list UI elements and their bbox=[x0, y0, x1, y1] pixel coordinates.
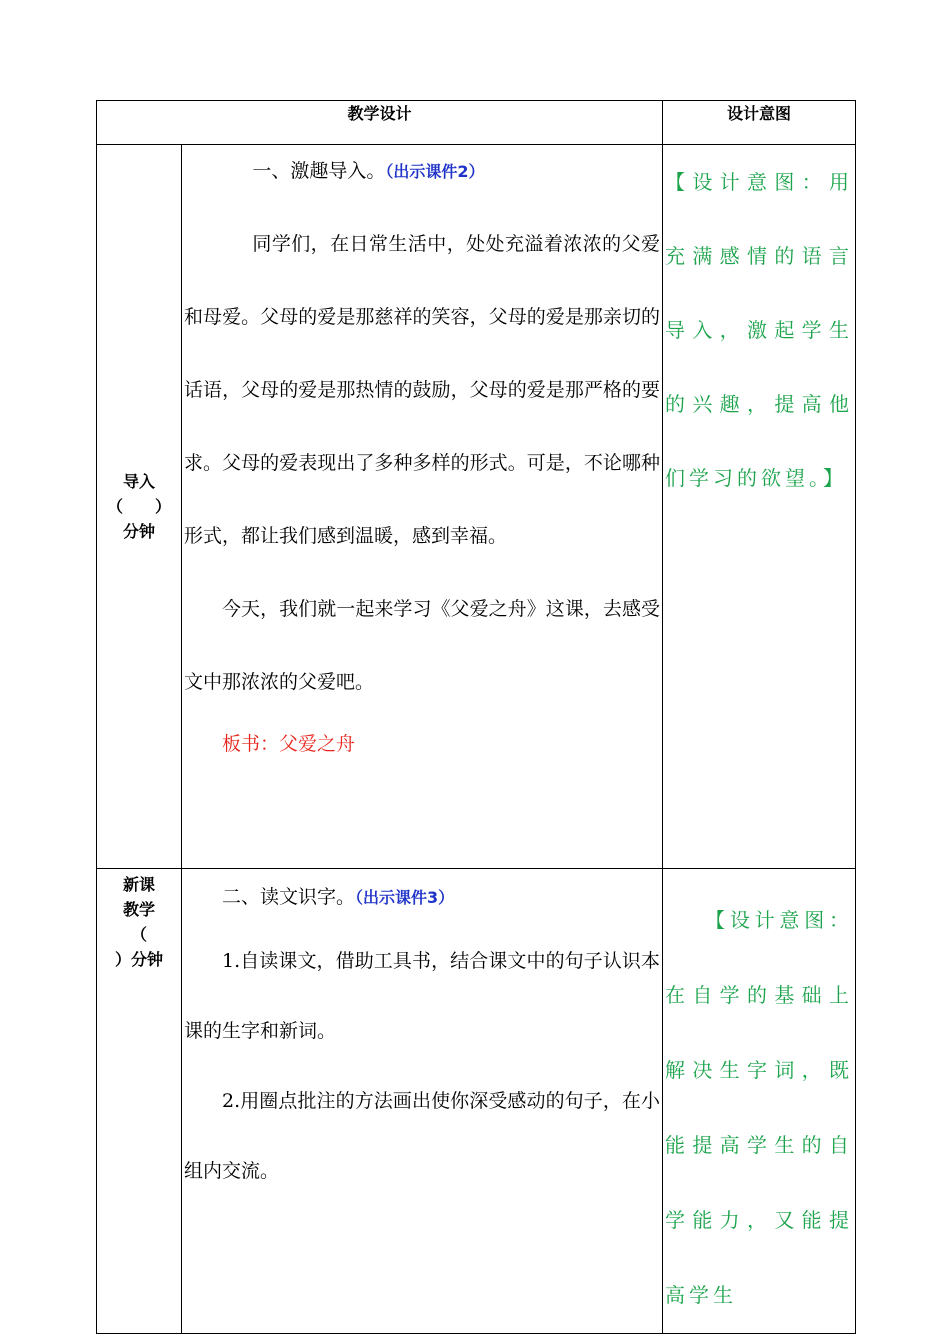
new-lesson-design-intent: 【设计意图：在自学的基础上解决生字词，既能提高学生的自学能力，又能提高学生 bbox=[663, 869, 856, 1334]
intro-paragraph-2: 今天，我们就一起来学习《父爱之舟》这课，去感受文中那浓浓的父爱吧。 bbox=[184, 598, 661, 693]
new-lesson-item-2: 2.用圈点批注的方法画出使你深受感动的句子，在小组内交流。 bbox=[184, 1090, 661, 1182]
intro-design-intent: 【设计意图：用充满感情的语言导入，激起学生的兴趣，提高他们学习的欲望。】 bbox=[663, 145, 856, 869]
stage-new-lesson-label-1: 新课 bbox=[122, 875, 155, 894]
new-lesson-content bbox=[182, 869, 663, 1334]
stage-new-lesson bbox=[97, 869, 182, 1334]
blackboard-note: 板书：父爱之舟 bbox=[222, 733, 356, 755]
stage-intro-label: 导入 bbox=[122, 472, 155, 491]
intro-paragraph-1: 同学们，在日常生活中，处处充溢着浓浓的父爱和母爱。父母的爱是那慈祥的笑容，父母的爱是那亲切的话语，父母的爱是那热情的鼓励，父母的爱是那严格的要求。父母的爱表现出了多种多样的形式。可是，不论哪种形式，都让我们感到温暖，感到幸福。 bbox=[184, 233, 661, 547]
intro-heading: 一、激趣导入。 bbox=[252, 160, 386, 182]
stage-new-lesson-label-2: 教学 bbox=[122, 900, 155, 919]
stage-new-lesson-unit: ）分钟 bbox=[114, 950, 163, 969]
stage-intro-blank: （ ） bbox=[106, 497, 171, 516]
header-design-intent: 设计意图 bbox=[663, 101, 856, 145]
intro-courseware: （出示课件2） bbox=[385, 162, 485, 181]
new-lesson-heading: 二、读文识字。 bbox=[222, 886, 356, 908]
section-intro-row bbox=[97, 145, 856, 869]
section-new-lesson-row bbox=[97, 869, 856, 1334]
stage-intro bbox=[97, 145, 182, 869]
new-lesson-courseware: （出示课件3） bbox=[355, 888, 455, 907]
new-lesson-item-1: 1.自读课文，借助工具书，结合课文中的句子认识本课的生字和新词。 bbox=[184, 950, 661, 1042]
stage-new-lesson-blank: （ bbox=[130, 925, 147, 944]
header-teaching-design: 教学设计 bbox=[97, 101, 663, 145]
intro-content bbox=[182, 145, 663, 869]
stage-intro-unit: 分钟 bbox=[122, 522, 155, 541]
lesson-plan-table bbox=[96, 100, 856, 1334]
